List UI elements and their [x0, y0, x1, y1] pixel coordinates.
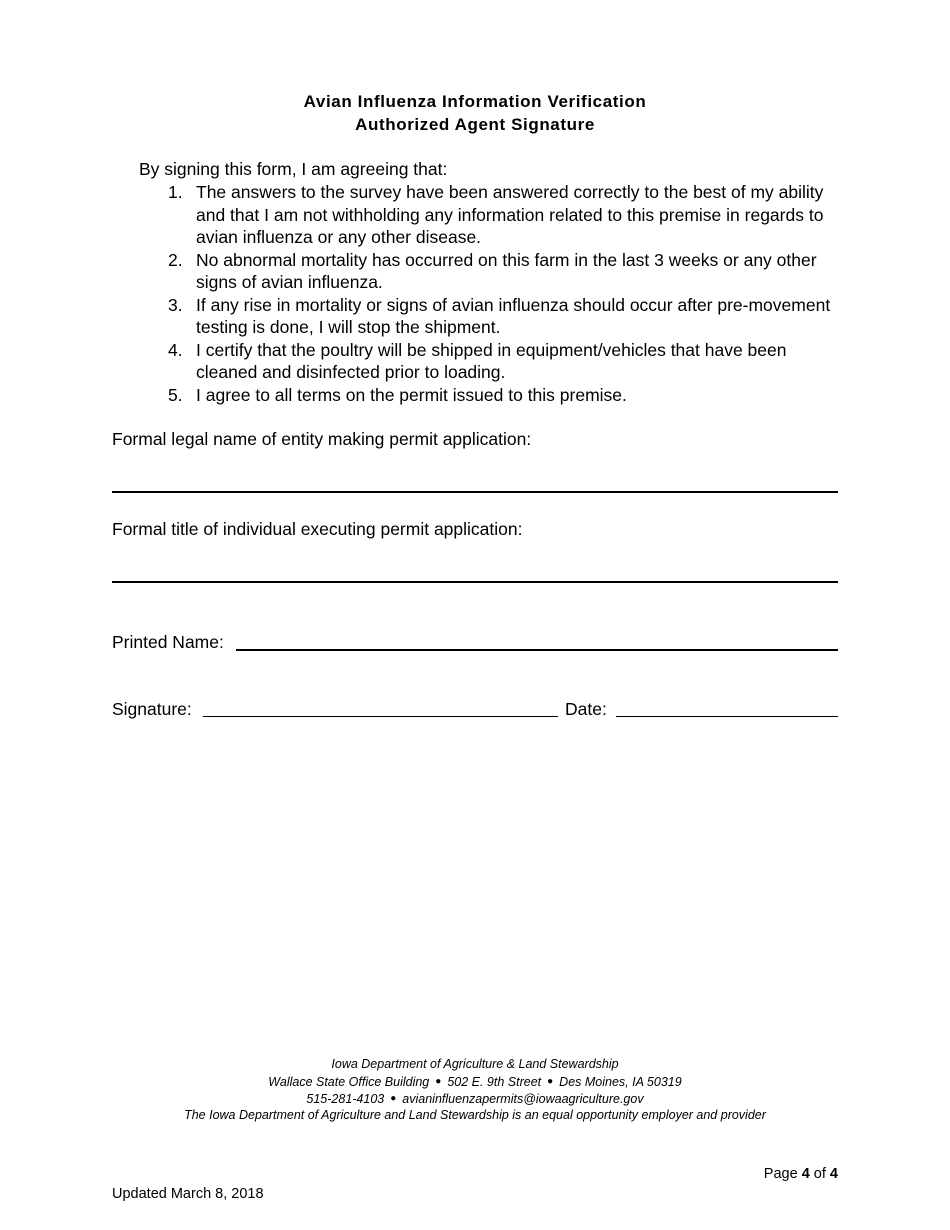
footer-eeo: The Iowa Department of Agriculture and Land Stewardship is an equal opportunity employer and provider	[184, 1108, 766, 1122]
bullet-icon: ●	[547, 1076, 554, 1087]
signature-line[interactable]	[203, 716, 558, 717]
bullet-icon: ●	[435, 1076, 442, 1087]
page-number: Page 4 of 4	[763, 1166, 838, 1182]
signature-label: Signature:	[112, 699, 192, 719]
form-subtitle: Authorized Agent Signature	[355, 115, 595, 134]
legal-name-line[interactable]	[112, 491, 838, 493]
agreement-item: 4. I certify that the poultry will be shipped in equipment/vehicles that have been cleaned and disinfected prior to loading.	[168, 339, 787, 382]
legal-name-label: Formal legal name of entity making permit application:	[112, 429, 532, 449]
agreement-item: 2. No abnormal mortality has occurred on this farm in the last 3 weeks or any other signs of avian influenza.	[168, 249, 817, 292]
date-label: Date:	[565, 699, 607, 719]
agreement-item: 1. The answers to the survey have been answered correctly to the best of my ability and that I am not withholding any information related to this premise in regards to avian influenza or any other disease.	[168, 182, 824, 247]
date-line[interactable]	[616, 716, 838, 717]
agreement-list	[168, 181, 848, 406]
agreement-intro: By signing this form, I am agreeing that:	[139, 159, 448, 179]
agreement-item: 3. If any rise in mortality or signs of avian influenza should occur after pre-movement testing is done, I will stop the shipment.	[168, 294, 831, 337]
footer-org: Iowa Department of Agriculture & Land Stewardship	[331, 1057, 619, 1071]
title-label: Formal title of individual executing permit application:	[112, 519, 523, 539]
footer-contact: 515-281-4103 ● avianinfluenzapermits@iowaagriculture.gov	[306, 1092, 644, 1106]
agreement-item: 5. I agree to all terms on the permit issued to this premise.	[168, 384, 627, 405]
footer-address: Wallace State Office Building ● 502 E. 9th Street ● Des Moines, IA 50319	[268, 1075, 682, 1089]
printed-name-line[interactable]	[236, 649, 838, 651]
printed-name-label: Printed Name:	[112, 632, 224, 652]
updated-date: Updated March 8, 2018	[112, 1186, 264, 1202]
title-line[interactable]	[112, 581, 838, 583]
bullet-icon: ●	[390, 1093, 397, 1104]
form-title: Avian Influenza Information Verification	[303, 92, 647, 111]
